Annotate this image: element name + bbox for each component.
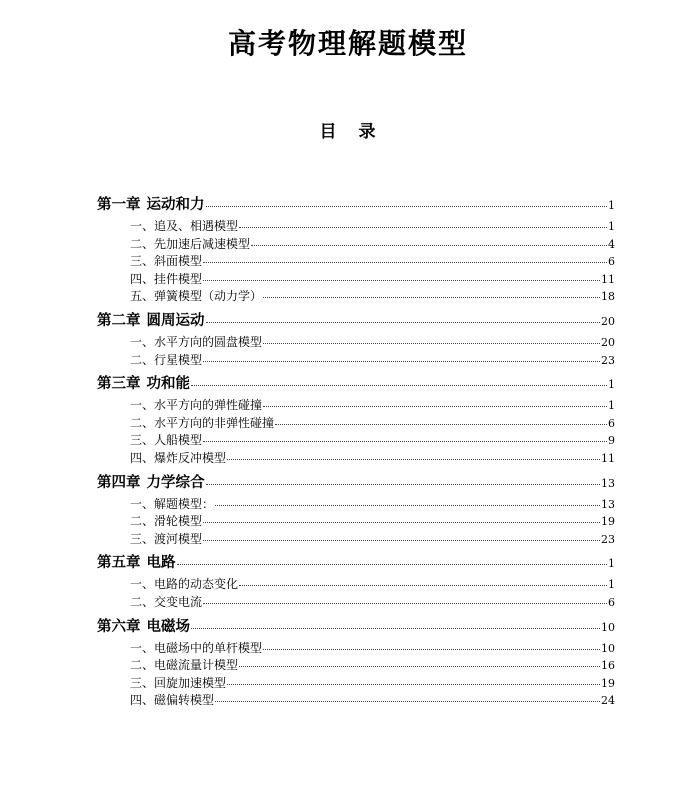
chapter-title: 圆周运动 [146,312,205,329]
toc-section-row[interactable] [97,333,615,351]
section-label: 二、行星模型 [130,352,203,367]
chapter-label [97,615,190,636]
dot-leader [263,406,607,407]
toc-section-row[interactable] [97,270,615,288]
dot-leader [239,227,607,228]
chapter-number: 第四章 [97,474,141,491]
toc-section-row[interactable] [97,414,615,432]
chapter-label [97,551,176,572]
dot-leader [191,385,607,386]
chapter-page-number: 1 [608,378,615,392]
dot-leader [215,505,600,506]
toc-section-row[interactable] [97,639,615,657]
toc-chapter-row[interactable] [97,551,615,572]
dot-leader [263,297,600,298]
section-label: 一、水平方向的圆盘模型 [130,334,263,349]
toc-section-row[interactable] [97,656,615,674]
section-page-number: 19 [601,676,615,690]
toc-section-row[interactable] [97,575,615,593]
section-page-number: 19 [601,515,615,529]
section-label: 三、渡河模型 [130,531,203,546]
section-page-number: 13 [601,497,615,511]
chapter-number: 第三章 [97,376,141,393]
dot-leader [206,484,601,485]
section-label: 一、解题模型： [130,496,215,511]
toc-section-row[interactable] [97,252,615,270]
section-label: 三、回旋加速模型 [130,675,227,690]
section-page-number: 11 [601,272,615,286]
section-page-number: 23 [601,353,615,367]
section-label: 二、交变电流 [130,594,203,609]
dot-leader [206,322,601,323]
dot-leader [263,649,600,650]
section-label: 二、滑轮模型 [130,514,203,529]
section-page-number: 6 [608,595,615,609]
section-page-number: 1 [608,578,615,592]
section-page-number: 20 [601,335,615,349]
dot-leader [203,540,600,541]
dot-leader [203,603,607,604]
section-label: 一、水平方向的弹性碰撞 [130,398,263,413]
chapter-label [97,193,205,214]
document-title: 高考物理解题模型 [227,27,468,60]
toc-chapter-row[interactable] [97,615,615,636]
dot-leader [227,459,600,460]
section-page-number: 23 [601,532,615,546]
toc-section-row[interactable] [97,235,615,253]
section-label: 一、电磁场中的单杆模型 [130,640,263,655]
chapter-page-number: 10 [601,620,615,634]
toc-section-row[interactable] [97,512,615,530]
section-label: 二、先加速后减速模型 [130,236,251,251]
section-page-number: 1 [608,399,615,413]
section-label: 四、爆炸反冲模型 [130,450,227,465]
chapter-label [97,309,205,330]
toc-section-row[interactable] [97,495,615,513]
chapter-title: 电路 [146,555,176,572]
toc-chapter-row[interactable] [97,193,615,214]
dot-leader [239,585,607,586]
chapter-title: 运动和力 [146,197,205,213]
dot-leader [239,666,600,667]
section-label: 三、斜面模型 [130,254,203,269]
dot-leader [215,701,600,702]
dot-leader [177,564,608,565]
dot-leader [203,522,600,523]
dot-leader [203,361,600,362]
section-page-number: 1 [608,220,615,233]
chapter-number: 第二章 [97,312,141,329]
section-page-number: 10 [601,641,615,655]
section-page-number: 11 [601,451,615,465]
chapter-number: 第五章 [97,555,141,572]
toc-section-row[interactable] [97,287,615,305]
section-label: 三、人船模型 [130,433,203,448]
chapter-page-number: 13 [601,476,615,490]
section-label: 二、水平方向的非弹性碰撞 [130,415,275,430]
toc-section-row[interactable] [97,351,615,369]
toc-heading: 目 录 [319,122,377,142]
section-label: 一、电路的动态变化 [130,577,239,592]
dot-leader [203,441,607,442]
dot-leader [191,628,600,629]
chapter-title: 电磁场 [146,618,190,635]
toc-chapter-row[interactable] [97,309,615,330]
dot-leader [206,206,608,207]
toc-section-row[interactable] [97,691,615,709]
section-page-number: 9 [608,434,615,448]
dot-leader [203,280,600,281]
section-page-number: 24 [601,694,615,708]
section-page-number: 18 [601,290,615,304]
dot-leader [275,424,607,425]
chapter-title: 力学综合 [146,474,205,491]
toc-section-row[interactable] [97,396,615,414]
chapter-label [97,372,190,393]
chapter-number: 第一章 [97,197,141,213]
section-page-number: 6 [608,416,615,430]
toc-section-row[interactable] [97,530,615,548]
section-label: 一、追及、相遇模型 [130,219,239,233]
dot-leader [227,684,600,685]
chapter-label [97,471,205,492]
toc-chapter-row[interactable] [97,372,615,393]
section-label: 四、磁偏转模型 [130,693,215,708]
toc-section-row[interactable] [97,431,615,449]
dot-leader [203,262,607,263]
section-label: 五、弹簧模型（动力学） [130,289,263,304]
dot-leader [251,245,607,246]
chapter-page-number: 1 [608,557,615,571]
section-page-number: 6 [608,255,615,269]
toc-section-row[interactable] [97,674,615,692]
toc-section-row[interactable] [97,217,615,235]
toc-section-row[interactable] [97,449,615,467]
chapter-page-number: 20 [601,314,615,328]
table-of-contents [97,193,615,709]
chapter-number: 第六章 [97,618,141,635]
chapter-page-number: 1 [608,199,615,212]
section-page-number: 16 [601,659,615,673]
toc-chapter-row[interactable] [97,471,615,492]
section-label: 四、挂件模型 [130,271,203,286]
section-page-number: 4 [608,237,615,251]
chapter-title: 功和能 [146,376,190,393]
toc-section-row[interactable] [97,593,615,611]
dot-leader [263,343,600,344]
section-label: 二、电磁流量计模型 [130,658,239,673]
